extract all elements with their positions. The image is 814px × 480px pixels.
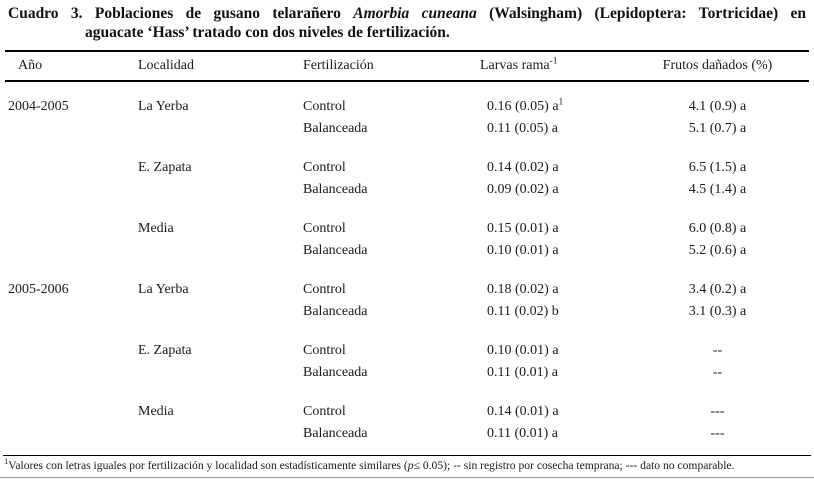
cell-frutos: 6.5 (1.5) a [688,160,747,175]
footnote-text-2: ≤ 0.05); -- sin registro por cosecha temprana; --- dato no comparable. [413,459,735,472]
cell-fert: Control [303,404,346,419]
column-header-fertilizacion: Fertilización [303,58,374,73]
table-caption-line2: aguacate ‘Hass’ tratado con dos niveles de fertilización. [85,24,450,41]
cell-fert: Balanceada [303,426,368,441]
cell-frutos: 3.1 (0.3) a [688,304,747,319]
cell-year [8,423,138,445]
table-row [0,218,814,240]
column-header-larvas [480,52,650,80]
cell-year [8,301,138,323]
footnote-marker: 1 [4,456,9,467]
footnote-text-1: Valores con letras iguales por fertilización y localidad son estadísticamente similares ( [8,459,408,472]
larvas-value: 0.11 (0.05) a [487,121,559,136]
cell-locality [138,118,303,140]
table-row [0,157,814,179]
larvas-value: 0.15 (0.01) a [487,221,559,236]
larvas-value: 0.11 (0.01) a [487,426,559,441]
larvas-value: 0.14 (0.01) a [487,404,559,419]
cell-locality [138,423,303,445]
table-row [0,179,814,201]
cell-locality [138,179,303,201]
larvas-exponent: -1 [549,56,558,67]
larvas-value: 0.16 (0.05) a [487,99,559,114]
table-caption-text-pre: Poblaciones de gusano telarañero [94,5,341,22]
cell-fert: Balanceada [303,121,368,136]
cell-fert: Control [303,343,346,358]
cell-larvas [480,401,650,423]
cell-fert: Control [303,160,346,175]
cell-frutos: --- [710,426,725,441]
cell-larvas [480,340,650,362]
cell-frutos: -- [712,365,723,380]
cell-year: 2004-2005 [8,99,69,114]
table-caption-text-post: (Walsingham) (Lepidoptera: Tortricidae) en [489,5,807,22]
cell-year [8,179,138,201]
cell-year [8,401,138,423]
cell-frutos: 6.0 (0.8) a [688,221,747,236]
table-row [0,240,814,262]
cell-locality: Media [138,221,174,236]
cell-fert: Balanceada [303,365,368,380]
cell-frutos: 4.1 (0.9) a [688,99,747,114]
cell-frutos: 3.4 (0.2) a [688,282,747,297]
larvas-value: 0.10 (0.01) a [487,343,559,358]
larvas-value: 0.14 (0.02) a [487,160,559,175]
table-row [0,118,814,140]
table-row [0,301,814,323]
larvas-value: 0.18 (0.02) a [487,282,559,297]
cell-frutos: -- [712,343,723,358]
table-footnote [4,458,810,473]
column-header-ano: Año [18,58,43,73]
table-header-row [0,52,814,80]
column-header-localidad: Localidad [138,58,194,73]
table-row [0,401,814,423]
cell-frutos: 4.5 (1.4) a [688,182,747,197]
footnote-rule [3,455,811,456]
cell-larvas [480,96,650,118]
cell-frutos: --- [710,404,725,419]
cell-locality: E. Zapata [138,160,192,175]
cell-larvas [480,218,650,240]
table-body [0,81,814,445]
cell-year [8,362,138,384]
cell-locality: E. Zapata [138,343,192,358]
cell-larvas [480,157,650,179]
cell-year [8,118,138,140]
cell-locality: Media [138,404,174,419]
larvas-value: 0.11 (0.02) b [487,304,559,319]
cell-fert: Control [303,282,346,297]
cell-fert: Balanceada [303,182,368,197]
cell-fert: Control [303,99,346,114]
cell-locality [138,301,303,323]
page-bottom-rule [0,477,814,478]
species-name: Amorbia cuneana [353,5,477,22]
cell-fert: Balanceada [303,243,368,258]
cell-larvas [480,118,650,140]
cell-locality [138,362,303,384]
cell-year [8,157,138,179]
column-header-frutos: Frutos dañados (%) [662,58,773,73]
cell-larvas [480,179,650,201]
cell-locality: La Yerba [138,282,189,297]
column-header-larvas-label: Larvas rama [480,58,550,73]
larvas-letter-superscript: 1 [558,97,564,108]
cell-year: 2005-2006 [8,282,69,297]
cell-larvas [480,279,650,301]
table-row [0,96,814,118]
cell-fert: Balanceada [303,304,368,319]
cell-larvas [480,301,650,323]
cell-fert: Control [303,221,346,236]
table-caption [8,4,806,42]
cell-larvas [480,423,650,445]
cell-year [8,240,138,262]
cell-frutos: 5.1 (0.7) a [688,121,747,136]
cell-locality: La Yerba [138,99,189,114]
cell-larvas [480,362,650,384]
cell-larvas [480,240,650,262]
footnote-p-symbol: p [407,459,414,472]
table-row [0,340,814,362]
table-row [0,423,814,445]
table-row [0,362,814,384]
cell-year [8,340,138,362]
larvas-value: 0.09 (0.02) a [487,182,559,197]
cell-frutos: 5.2 (0.6) a [688,243,747,258]
larvas-value: 0.11 (0.01) a [487,365,559,380]
table-caption-label: Cuadro 3. [8,5,83,22]
cell-year [8,218,138,240]
table-row [0,279,814,301]
table-caption-line1 [8,4,806,23]
larvas-value: 0.10 (0.01) a [487,243,559,258]
cell-locality [138,240,303,262]
